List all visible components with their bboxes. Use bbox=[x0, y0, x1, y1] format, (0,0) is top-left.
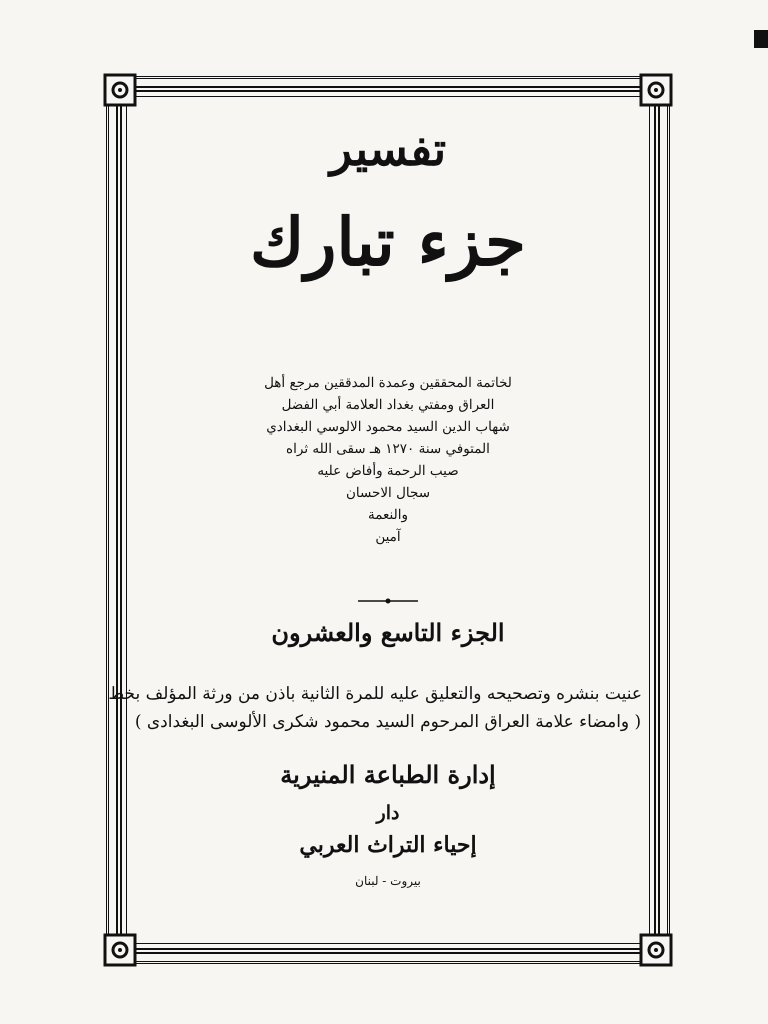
page-number-marker bbox=[754, 30, 768, 48]
volume-label: الجزء التاسع والعشرون bbox=[271, 618, 505, 647]
edition-note-line: عنيت بنشره وتصحيحه والتعليق عليه للمرة الثانية باذن من ورثة المؤلف بخط bbox=[108, 684, 642, 704]
title-line-2: جزء تبارك bbox=[250, 203, 526, 281]
author-line: لخاتمة المحققين وعمدة المدققين مرجع أهل bbox=[264, 375, 512, 391]
ornamental-divider bbox=[358, 598, 418, 604]
title-page-content bbox=[108, 110, 642, 940]
author-line: العراق ومفتي بغداد العلامة أبي الفضل bbox=[281, 397, 495, 413]
publisher-conjunction: دار bbox=[376, 802, 400, 824]
corner-ornament-bottom-left bbox=[103, 933, 137, 967]
author-line: صيب الرحمة وأفاض عليه bbox=[317, 463, 459, 479]
author-line: المتوفي سنة ١٢٧٠ هـ سقى الله ثراه bbox=[286, 441, 490, 457]
author-line: والنعمة bbox=[367, 507, 408, 523]
publisher-house: إحياء التراث العربي bbox=[299, 832, 477, 858]
edition-note-line: ( وامضاء علامة العراق المرحوم السيد محمود شكرى الألوسى البغدادى ) bbox=[134, 712, 642, 732]
edition-note bbox=[108, 680, 642, 736]
publisher-name: إدارة الطباعة المنيرية bbox=[280, 760, 496, 789]
author-block bbox=[134, 372, 642, 548]
author-line: آمين bbox=[375, 529, 401, 545]
author-line: شهاب الدين السيد محمود الالوسي البغدادي bbox=[266, 419, 510, 435]
title-line-1: تفسير bbox=[329, 122, 447, 176]
corner-ornament-bottom-right bbox=[639, 933, 673, 967]
corner-ornament-top-right bbox=[639, 73, 673, 107]
author-line: سجال الاحسان bbox=[345, 485, 431, 501]
corner-ornament-top-left bbox=[103, 73, 137, 107]
publisher-city: بيروت - لبنان bbox=[355, 874, 421, 888]
